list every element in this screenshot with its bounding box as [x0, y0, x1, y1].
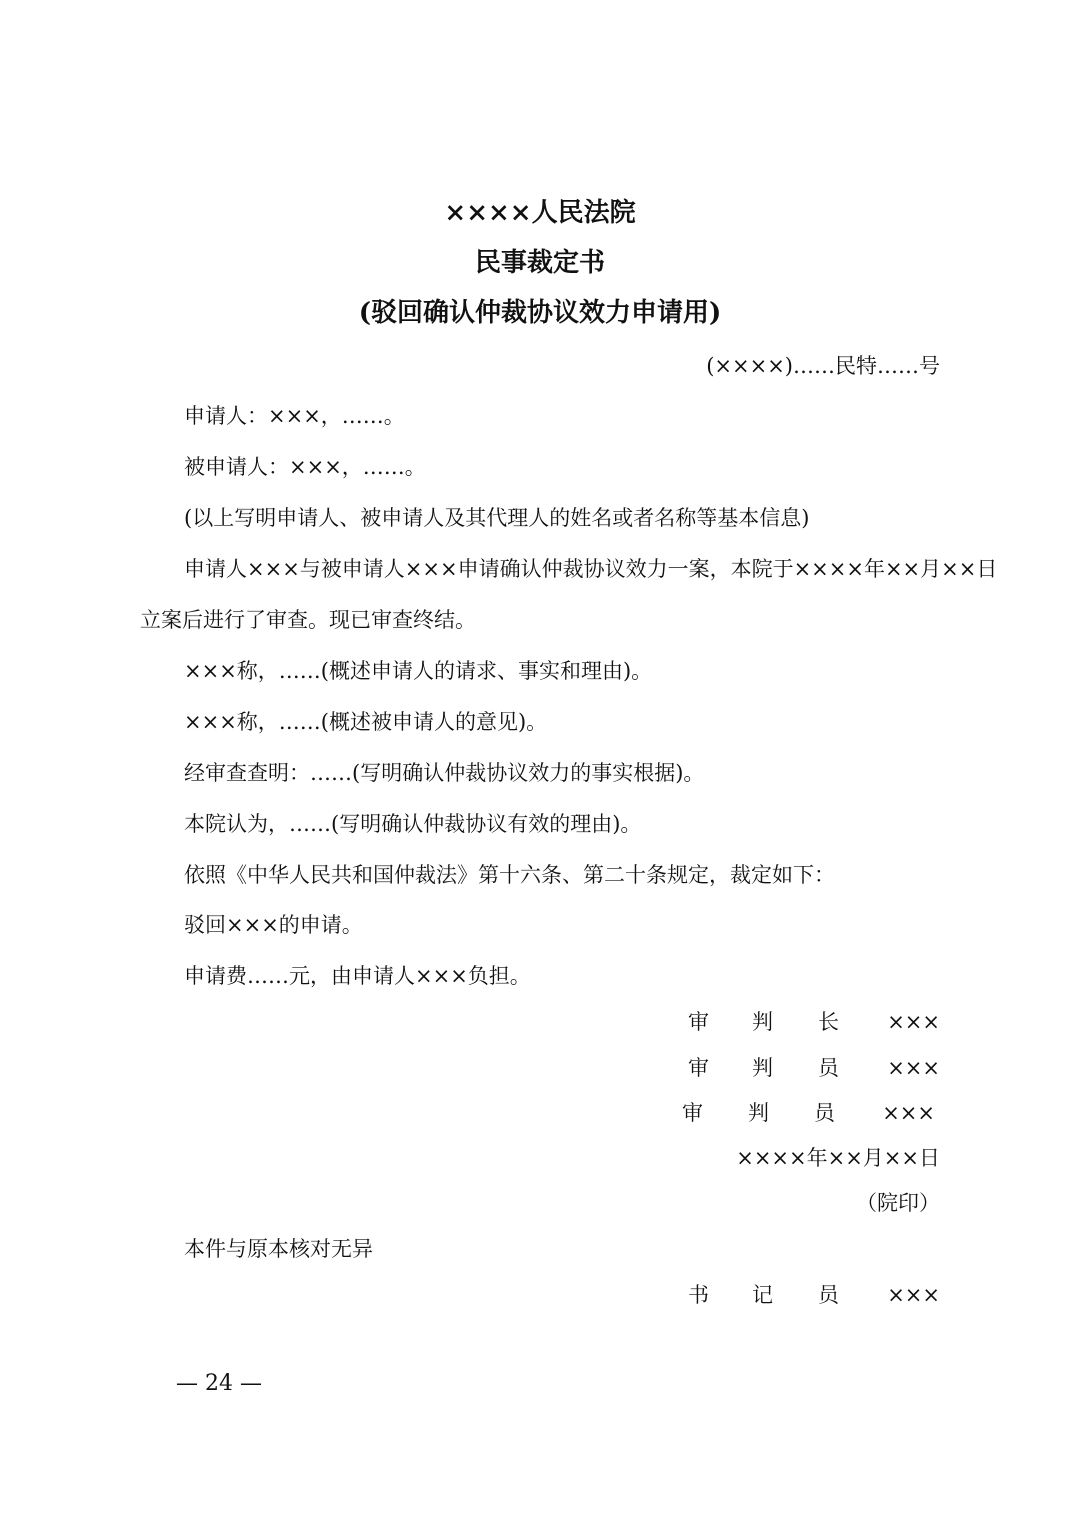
signer-name: ×××: [887, 1010, 940, 1034]
ruling: 驳回×××的申请。: [184, 913, 363, 937]
judgment-date: ××××年××月××日: [736, 1146, 940, 1170]
page-number: — 24 —: [176, 1371, 262, 1396]
role-char: 判: [752, 1056, 773, 1080]
applicant-line: 申请人：×××，……。: [184, 404, 405, 428]
court-seal: （院印）: [856, 1191, 940, 1215]
respondent-line: 被申请人：×××，……。: [184, 455, 426, 479]
certification-note: 本件与原本核对无异: [184, 1237, 373, 1261]
role-char: 判: [752, 1010, 773, 1034]
legal-basis: 依照《中华人民共和国仲裁法》第十六条、第二十条规定，裁定如下：: [184, 863, 835, 887]
role-char: 审: [688, 1056, 709, 1080]
case-number: (××××)……民特……号: [706, 354, 940, 378]
signer-name: ×××: [887, 1283, 940, 1307]
role-char: 审: [688, 1010, 709, 1034]
document-type: 民事裁定书: [474, 248, 605, 278]
finding-of-fact: 经审查查明：……(写明确认仲裁协议效力的事实根据)。: [184, 761, 705, 785]
court-name: ××××人民法院: [444, 198, 636, 228]
role-char: 审: [682, 1101, 703, 1125]
parties-note: (以上写明申请人、被申请人及其代理人的姓名或者名称等基本信息): [184, 506, 810, 530]
applicant-claim: ×××称，……(概述申请人的请求、事实和理由)。: [184, 659, 653, 683]
respondent-opinion: ×××称，……(概述被申请人的意见)。: [184, 710, 548, 734]
role-char: 书: [688, 1283, 709, 1307]
role-char: 员: [814, 1101, 835, 1125]
court-view: 本院认为，……(写明确认仲裁协议有效的理由)。: [184, 812, 642, 836]
case-intro-line-2: 立案后进行了审查。现已审查终结。: [140, 608, 476, 632]
role-char: 判: [748, 1101, 769, 1125]
role-char: 记: [752, 1283, 773, 1307]
signer-name: ×××: [887, 1056, 940, 1080]
case-intro-line-1: 申请人×××与被申请人×××申请确认仲裁协议效力一案，本院于××××年××月××日: [184, 557, 998, 581]
role-char: 长: [818, 1010, 839, 1034]
signer-name: ×××: [882, 1101, 935, 1125]
role-char: 员: [818, 1283, 839, 1307]
role-char: 员: [818, 1056, 839, 1080]
document-subtitle: (驳回确认仲裁协议效力申请用): [358, 298, 722, 328]
fee-allocation: 申请费……元，由申请人×××负担。: [184, 964, 531, 988]
